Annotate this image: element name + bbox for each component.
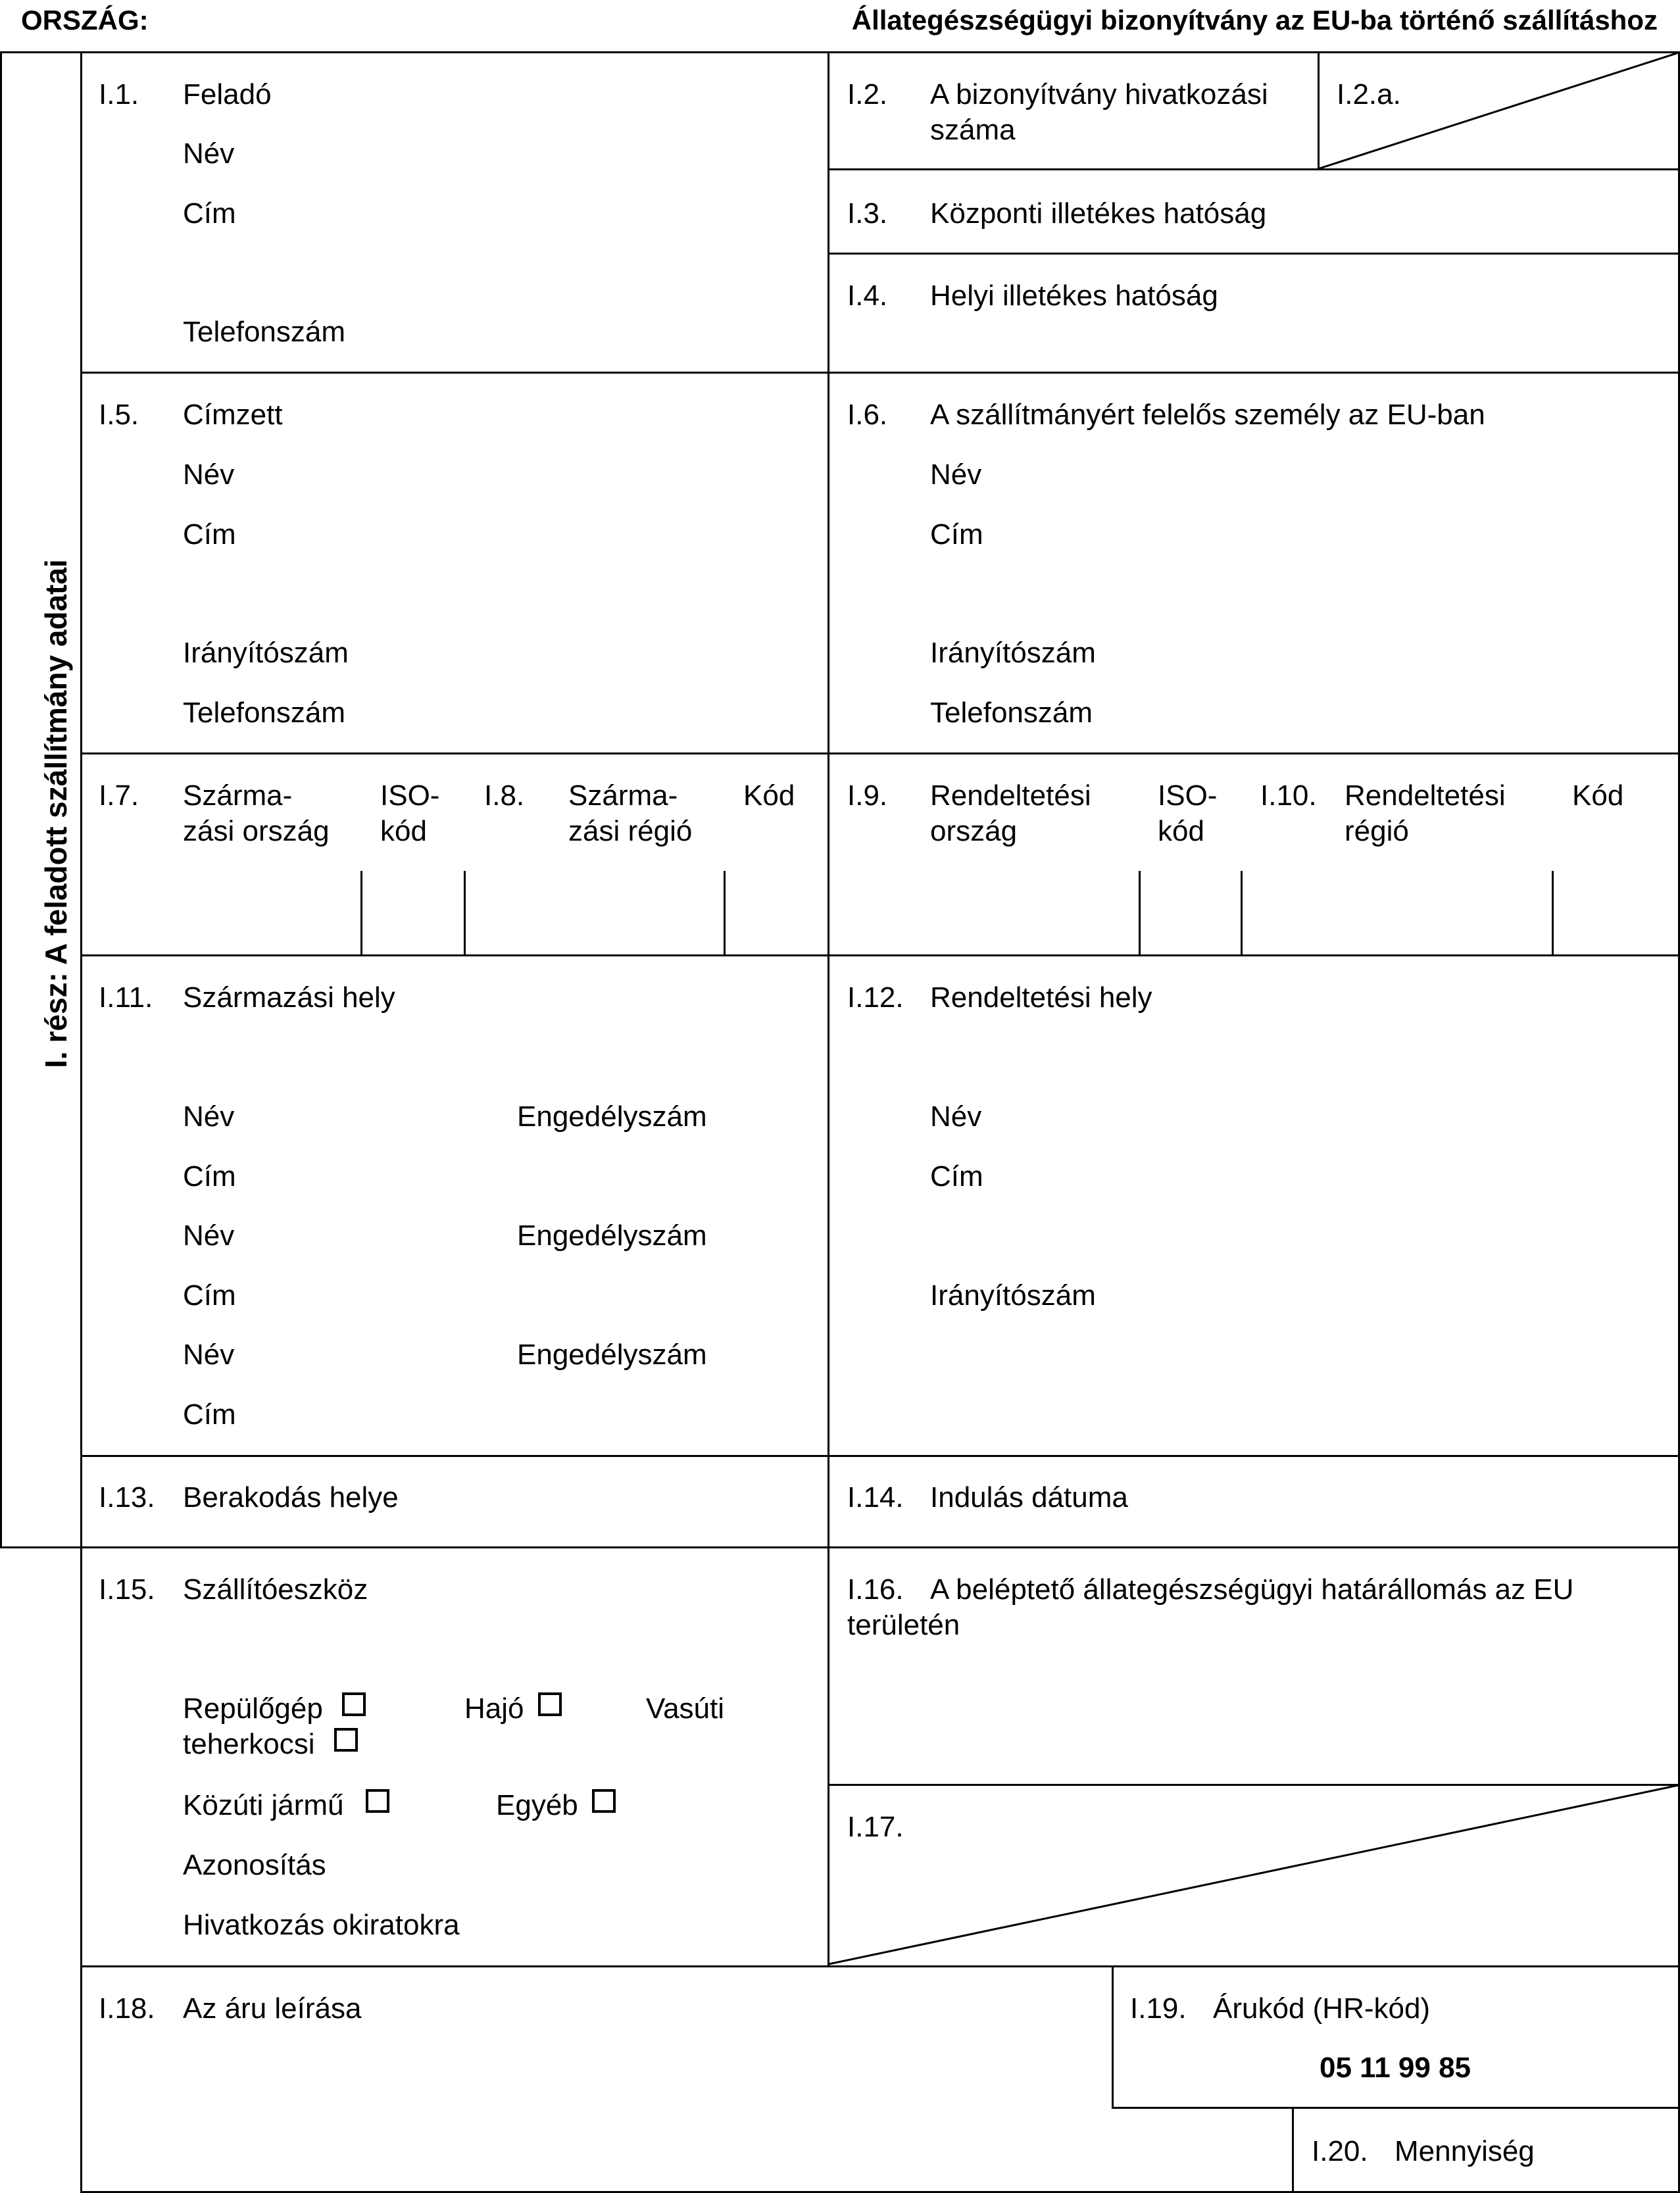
i11-address-label: Cím	[183, 1279, 236, 1312]
i12-number: I.12.	[847, 981, 904, 1014]
i14-number: I.14.	[847, 1481, 904, 1514]
i10-title-line2: régió	[1345, 815, 1409, 847]
i2-number: I.2.	[847, 78, 888, 111]
i7-title-line1: Szárma-	[183, 779, 293, 812]
i10-number: I.10.	[1260, 779, 1317, 812]
i12-postcode-label: Irányítószám	[930, 1279, 1096, 1312]
i8-number: I.8.	[484, 779, 525, 812]
i11-permit-label: Engedélyszám	[517, 1339, 707, 1371]
i9-iso-line2: kód	[1158, 815, 1204, 847]
i2a-number: I.2.a.	[1337, 78, 1401, 111]
i20-number: I.20.	[1312, 2135, 1368, 2167]
part-one-side-label: I. rész: A feladott szállítmány adatai	[39, 559, 73, 1068]
i11-number: I.11.	[99, 981, 153, 1014]
i7-iso-line2: kód	[380, 815, 427, 847]
i16-title-line1: A beléptető állategészségügyi határállomás az EU	[930, 1573, 1574, 1606]
i13-title: Berakodás helye	[183, 1481, 399, 1514]
i16-number: I.16.	[847, 1573, 904, 1606]
i6-title: A szállítmányért felelős személy az EU-ban	[930, 399, 1485, 431]
i1-title: Feladó	[183, 78, 272, 111]
ship-checkbox[interactable]	[538, 1692, 562, 1716]
i15-number: I.15.	[99, 1573, 155, 1606]
i19-number: I.19.	[1130, 1992, 1187, 2025]
i19-title: Árukód (HR-kód)	[1213, 1992, 1431, 2025]
i18-number: I.18.	[99, 1992, 155, 2025]
ship-label: Hajó	[464, 1692, 524, 1725]
rail-label-line1: Vasúti	[646, 1692, 725, 1725]
i7-iso-line1: ISO-	[380, 779, 440, 812]
i11-name-label: Név	[183, 1339, 235, 1371]
rail-wagon-checkbox[interactable]	[334, 1728, 358, 1752]
i8-title-line2: zási régió	[568, 815, 693, 847]
i11-title: Származási hely	[183, 981, 395, 1014]
i1-number: I.1.	[99, 78, 139, 111]
i3-number: I.3.	[847, 197, 888, 230]
i1-phone-label: Telefonszám	[183, 316, 346, 348]
i15-title: Szállítóeszköz	[183, 1573, 368, 1606]
hs-code-value: 05 11 99 85	[1320, 2052, 1471, 2084]
i5-title: Címzett	[183, 399, 283, 431]
airplane-checkbox[interactable]	[342, 1692, 366, 1716]
i5-phone-label: Telefonszám	[183, 697, 346, 729]
i11-permit-label: Engedélyszám	[517, 1220, 707, 1252]
road-vehicle-checkbox[interactable]	[366, 1789, 389, 1813]
documents-reference-label: Hivatkozás okiratokra	[183, 1909, 460, 1941]
i18-title: Az áru leírása	[183, 1992, 362, 2025]
i17-diagonal	[829, 1785, 1679, 1964]
i3-title: Központi illetékes hatóság	[930, 197, 1267, 230]
i17-number: I.17.	[847, 1811, 904, 1843]
i5-address-label: Cím	[183, 518, 236, 551]
i12-title: Rendeltetési hely	[930, 981, 1152, 1014]
i8-title-line1: Szárma-	[568, 779, 678, 812]
i12-name-label: Név	[930, 1100, 982, 1133]
i20-title: Mennyiség	[1395, 2135, 1535, 2167]
i11-name-label: Név	[183, 1220, 235, 1252]
i10-code-label: Kód	[1572, 779, 1624, 812]
i16-title-line2: területén	[847, 1609, 960, 1641]
i9-title-line1: Rendeltetési	[930, 779, 1091, 812]
i6-number: I.6.	[847, 399, 888, 431]
i8-code-label: Kód	[743, 779, 795, 812]
i7-number: I.7.	[99, 779, 139, 812]
i14-title: Indulás dátuma	[930, 1481, 1128, 1514]
i2-title-line2: száma	[930, 114, 1016, 146]
certificate-title: Állategészségügyi bizonyítvány az EU-ba történő szállításhoz	[851, 5, 1658, 36]
i5-number: I.5.	[99, 399, 139, 431]
i4-title: Helyi illetékes hatóság	[930, 280, 1218, 312]
i9-title-line2: ország	[930, 815, 1018, 847]
i1-name-label: Név	[183, 137, 235, 170]
i12-address-label: Cím	[930, 1160, 983, 1193]
i13-number: I.13.	[99, 1481, 155, 1514]
i11-address-label: Cím	[183, 1160, 236, 1193]
identification-label: Azonosítás	[183, 1849, 326, 1881]
other-transport-label: Egyéb	[496, 1789, 578, 1821]
i6-postcode-label: Irányítószám	[930, 637, 1096, 669]
i1-address-label: Cím	[183, 197, 236, 230]
i11-name-label: Név	[183, 1100, 235, 1133]
i10-title-line1: Rendeltetési	[1345, 779, 1506, 812]
i9-iso-line1: ISO-	[1158, 779, 1218, 812]
i11-address-label: Cím	[183, 1398, 236, 1431]
road-vehicle-label: Közúti jármű	[183, 1789, 344, 1821]
i7-title-line2: zási ország	[183, 815, 330, 847]
i6-name-label: Név	[930, 458, 982, 491]
i6-address-label: Cím	[930, 518, 983, 551]
i6-phone-label: Telefonszám	[930, 697, 1093, 729]
i2-title-line1: A bizonyítvány hivatkozási	[930, 78, 1268, 111]
i11-permit-label: Engedélyszám	[517, 1100, 707, 1133]
airplane-label: Repülőgép	[183, 1692, 323, 1725]
country-label: ORSZÁG:	[21, 5, 149, 36]
i5-name-label: Név	[183, 458, 235, 491]
i9-number: I.9.	[847, 779, 888, 812]
other-transport-checkbox[interactable]	[592, 1789, 616, 1813]
i5-postcode-label: Irányítószám	[183, 637, 349, 669]
rail-label-line2: teherkocsi	[183, 1728, 315, 1760]
i4-number: I.4.	[847, 280, 888, 312]
